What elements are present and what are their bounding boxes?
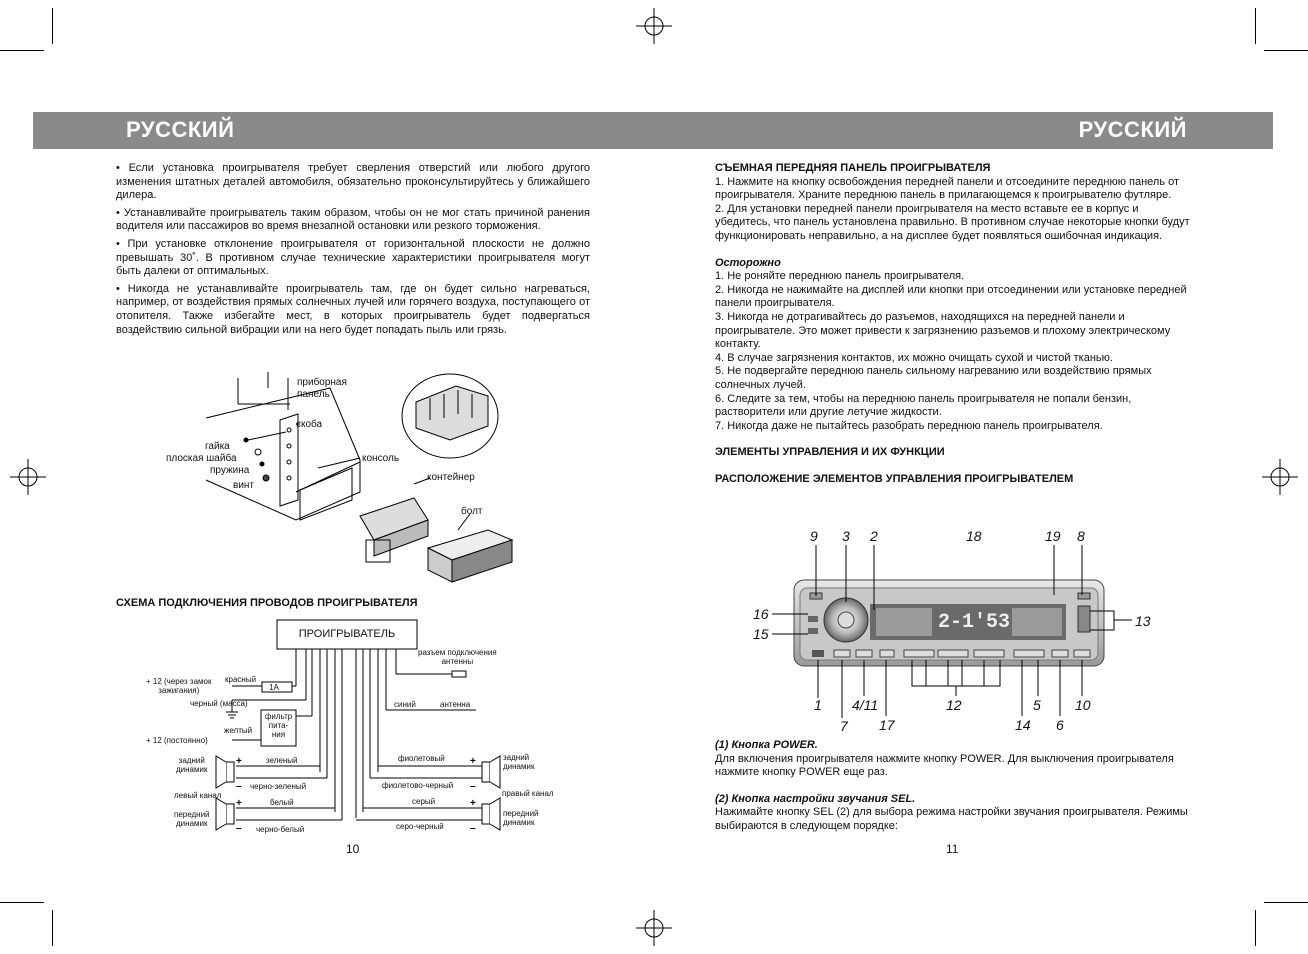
callout-19: 19 bbox=[1045, 528, 1061, 544]
caution-item: 6. Следите за тем, чтобы на переднюю панель проигрывателя не попали бензин, растворители или другие летучие жидкости. bbox=[715, 392, 1132, 419]
power-title: (1) Кнопка POWER. bbox=[715, 739, 818, 751]
panel-paragraph: 2. Для установки передней панели проигрывателя на место вставьте ее в корпус и убедитесь, что панель установлена правильно. В противном случае некоторые кнопки будут функционировать неправильно, а на дисплее будет появляться ошибочная индикация. bbox=[715, 202, 1190, 242]
display-readout: 2-1'53 bbox=[938, 611, 1011, 634]
label-blue: синий bbox=[394, 700, 416, 709]
label-antenna: антенна bbox=[440, 700, 471, 709]
label-grey: серый bbox=[412, 797, 436, 806]
label-black-white: черно-белый bbox=[256, 825, 305, 834]
left-header-title: РУССКИЙ bbox=[126, 117, 235, 142]
label-yellow: желтый bbox=[224, 726, 253, 735]
label-left-channel: левый канал bbox=[174, 791, 222, 800]
caution-item: 4. В случае загрязнения контактов, их можно очищать сухой и чистой тканью. bbox=[715, 351, 1113, 364]
layout-title: РАСПОЛОЖЕНИЕ ЭЛЕМЕНТОВ УПРАВЛЕНИЯ ПРОИГРЫВАТЕЛЕМ bbox=[715, 472, 1074, 485]
svg-text:–: – bbox=[236, 781, 242, 792]
label-console: консоль bbox=[362, 453, 400, 464]
label-white: белый bbox=[270, 798, 294, 807]
callout-10: 10 bbox=[1075, 697, 1091, 713]
callout-3: 3 bbox=[842, 528, 850, 544]
label-black-green: черно-зеленый bbox=[250, 782, 307, 791]
callout-6: 6 bbox=[1056, 717, 1064, 733]
label-container: контейнер bbox=[427, 472, 475, 483]
label-bracket: скоба bbox=[296, 419, 323, 430]
svg-text:+: + bbox=[236, 798, 242, 809]
label-filter: фильтр пита- ния bbox=[264, 712, 293, 739]
label-rear-speaker-left: задний динамик bbox=[176, 756, 208, 774]
callout-13: 13 bbox=[1135, 613, 1151, 629]
caution-item: 7. Никогда даже не пытайтесь разобрать переднюю панель проигрывателя. bbox=[715, 419, 1103, 432]
caution-item: 2. Никогда не нажимайте на дисплей или кнопки при отсоединении или установке передней панели проигрывателя. bbox=[715, 283, 1187, 310]
player-box-label: ПРОИГРЫВАТЕЛЬ bbox=[298, 628, 396, 640]
label-violet: фиолетовый bbox=[398, 754, 445, 763]
label-rear-speaker-right: задний динамик bbox=[503, 753, 535, 771]
callout-9: 9 bbox=[810, 528, 818, 544]
svg-text:–: – bbox=[236, 823, 242, 834]
callout-2: 2 bbox=[870, 528, 878, 544]
label-washer: плоская шайба bbox=[166, 453, 237, 464]
label-fuse: 1A bbox=[269, 683, 279, 692]
label-front-speaker-right: передний динамик bbox=[503, 809, 539, 827]
svg-text:–: – bbox=[470, 823, 476, 834]
callout-8: 8 bbox=[1077, 528, 1085, 544]
label-black: черный (масса) bbox=[190, 699, 248, 708]
callout-14: 14 bbox=[1015, 717, 1031, 733]
label-green: зеленый bbox=[266, 756, 298, 765]
caution-item: 1. Не роняйте переднюю панель проигрывателя. bbox=[715, 270, 965, 283]
label-grey-black: серо-черный bbox=[396, 822, 444, 831]
label-nut: гайка bbox=[205, 441, 230, 452]
label-antenna-connector: разъем подключения антенны bbox=[418, 648, 497, 666]
svg-text:+: + bbox=[236, 756, 242, 767]
label-dashboard-text: приборная панель bbox=[297, 377, 347, 400]
label-red: красный bbox=[225, 675, 257, 684]
callout-17: 17 bbox=[879, 717, 895, 733]
right-page-number: 11 bbox=[946, 842, 959, 856]
bullet: • При установке отклонение проигрывателя от горизонтальной плоскости не должно превышать 30˚. В противном случае технические характеристики проигрывателя могут быть далеки от оптимальных. bbox=[116, 237, 590, 278]
right-header-title: РУССКИЙ bbox=[1078, 117, 1187, 142]
power-text: Для включения проигрывателя нажмите кнопку POWER. Для выключения проигрывателя нажмите кнопку POWER еще раз. bbox=[715, 752, 1174, 779]
label-violet-black: фиолетово-черный bbox=[382, 781, 454, 790]
callout-16: 16 bbox=[753, 606, 769, 622]
callout-15: 15 bbox=[753, 626, 769, 642]
label-spring: пружина bbox=[210, 465, 250, 476]
label-bolt: болт bbox=[461, 506, 483, 517]
button-descriptions bbox=[715, 739, 1195, 834]
callout-7: 7 bbox=[840, 718, 848, 734]
label-right-channel: правый канал bbox=[502, 789, 554, 798]
callout-18: 18 bbox=[966, 528, 982, 544]
label-plus12-const: + 12 (постоянно) bbox=[146, 736, 208, 745]
label-plus12-ign: + 12 (через замок зажигания) bbox=[146, 677, 212, 695]
panel-title: СЪЕМНАЯ ПЕРЕДНЯЯ ПАНЕЛЬ ПРОИГРЫВАТЕЛЯ bbox=[715, 162, 991, 174]
callout-1: 1 bbox=[814, 697, 822, 713]
caution-title: Осторожно bbox=[715, 256, 781, 269]
wiring-title: СХЕМА ПОДКЛЮЧЕНИЯ ПРОВОДОВ ПРОИГРЫВАТЕЛЯ bbox=[116, 597, 418, 609]
svg-text:+: + bbox=[470, 756, 476, 767]
bullet: • Никогда не устанавливайте проигрыватель там, где он будет сильно нагреваться, например, от воздействия прямых солнечных лучей или горячего воздуха, поступающего от отопителя. Также избегайте мест, в которых проигрыватель будет подвергаться воздействию сильной вибрации или на него будет попадать пыль или грязь. bbox=[116, 282, 590, 336]
svg-text:+: + bbox=[470, 798, 476, 809]
sel-title: (2) Кнопка настройки звучания SEL. bbox=[715, 792, 916, 805]
callout-5: 5 bbox=[1033, 697, 1041, 713]
bullet: • Если установка проигрывателя требует сверления отверстий или любого другого изменения штатных деталей автомобиля, обязательно проконсультируйтесь у ближайшего дилера. bbox=[116, 162, 590, 202]
caution-item: 5. Не подвергайте переднюю панель сильному нагреванию или воздействию прямых солнечных лучей. bbox=[715, 365, 1152, 391]
caution-item: 3. Никогда не дотрагивайтесь до разъемов, находящихся на передней панели и проигрывателе. Это может привести к загрязнению разъемов и плохому электрическому контакту. bbox=[715, 310, 1171, 351]
label-screw: винт bbox=[233, 480, 255, 491]
label-front-speaker-left: передний динамик bbox=[174, 810, 210, 828]
svg-text:–: – bbox=[470, 781, 476, 792]
bullet: • Устанавливайте проигрыватель таким образом, чтобы он не мог стать причиной ранения водителя или пассажиров во время внезапной остановки или резкого торможения. bbox=[116, 206, 590, 233]
callout-12: 12 bbox=[946, 697, 962, 713]
controls-title: ЭЛЕМЕНТЫ УПРАВЛЕНИЯ И ИХ ФУНКЦИИ bbox=[715, 446, 945, 459]
panel-paragraph: 1. Нажмите на кнопку освобождения передней панели и отсоедините переднюю панель от проигрывателя. Храните переднюю панель в прилагающемся к проигрывателю футляре. bbox=[715, 175, 1180, 202]
left-page-number: 10 bbox=[346, 842, 360, 856]
sel-text: Нажимайте кнопку SEL (2) для выбора режима настройки звучания проигрывателя. Режимы выбираются в следующем порядке: bbox=[715, 806, 1188, 832]
callout-4-11: 4/11 bbox=[852, 697, 879, 713]
